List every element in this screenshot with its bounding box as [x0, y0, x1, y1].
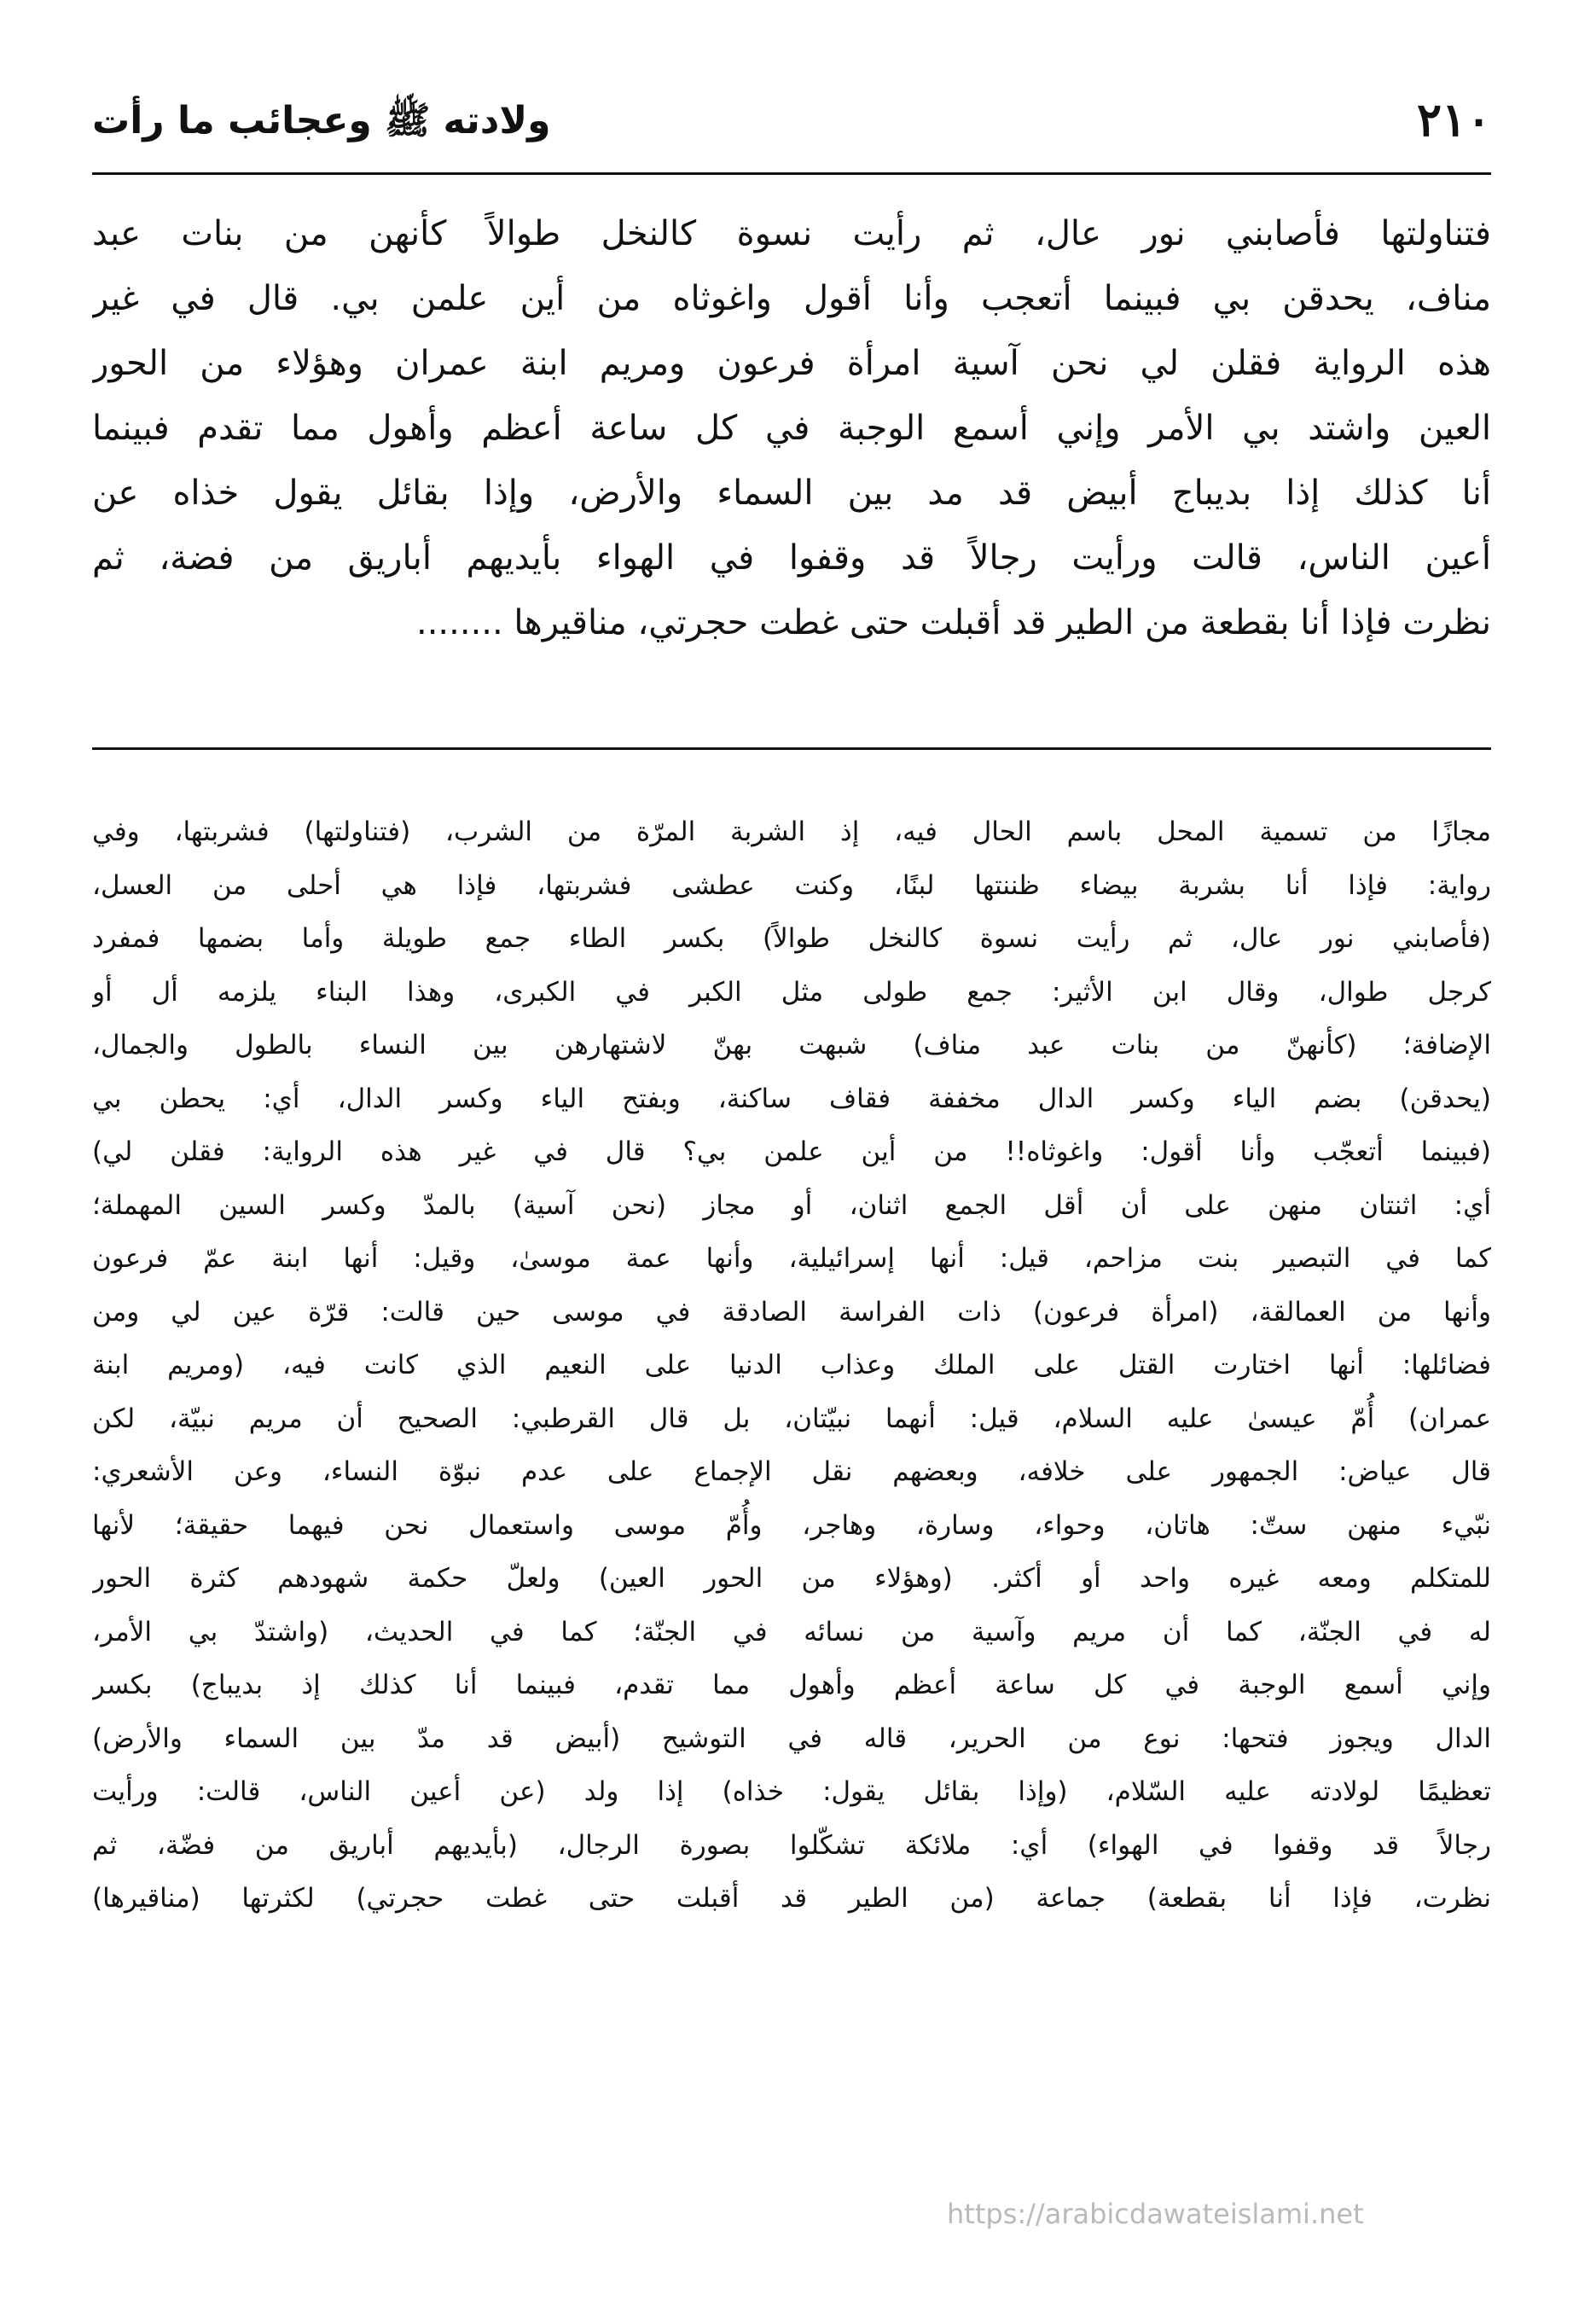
commentary-line: له في الجنّة، كما أن مريم وآسية من نسائه في الجنّة؛ كما في الحديث، (واشتدّ بي الأمر، [92, 1616, 1491, 1647]
page-number: ٢١٠ [1416, 92, 1491, 147]
commentary-line: قال عياض: الجمهور على خلافه، وبعضهم نقل الإجماع على عدم نبوّة النساء، وعن الأشعري: [92, 1456, 1491, 1487]
page-header [92, 92, 1491, 160]
watermark-url: https://arabicdawateislami.net [947, 2198, 1364, 2230]
commentary-line: كما في التبصير بنت مزاحم، قيل: أنها إسرائيلية، وأنها عمة موسىٰ، وقيل: أنها ابنة عمّ فرعون [92, 1243, 1491, 1274]
commentary-line: مجازًا من تسمية المحل باسم الحال فيه، إذ الشربة المرّة من الشرب، (فتناولتها) فشربتها، وفي [92, 816, 1491, 847]
main-text-line: هذه الرواية فقلن لي نحن آسية امرأة فرعون ومريم ابنة عمران وهؤلاء من الحور [92, 344, 1491, 383]
main-text [92, 201, 1491, 655]
commentary-line: (فبينما أتعجّب وأنا أقول: واغوثاه!! من أين علمن بي؟ قال في غير هذه الرواية: فقلن لي) [92, 1136, 1491, 1167]
commentary-line: رجالاً قد وقفوا في الهواء) أي: ملائكة تشكّلوا بصورة الرجال، (بأيديهم أباريق من فضّة، ثم [92, 1829, 1491, 1861]
commentary-text [92, 805, 1491, 1926]
main-text-line: أعين الناس، قالت ورأيت رجالاً قد وقفوا في الهواء بأيديهم أباريق من فضة، ثم [92, 538, 1491, 578]
main-text-line: فتناولتها فأصابني نور عال، ثم رأيت نسوة كالنخل طوالاً كأنهن من بنات عبد [92, 214, 1491, 253]
commentary-line: كرجل طوال، وقال ابن الأثير: جمع طولى مثل الكبر في الكبرى، وهذا البناء يلزمه أل أو [92, 976, 1491, 1008]
commentary-line: وأنها من العمالقة، (امرأة فرعون) ذات الفراسة الصادقة في موسى حين قالت: قرّة عين لي ومن [92, 1296, 1491, 1328]
commentary-line: وإني أسمع الوجبة في كل ساعة أعظم وأهول مما تقدم، فبينما أنا كذلك إذ بديباج) بكسر [92, 1670, 1491, 1700]
main-text-line: مناف، يحدقن بي فبينما أتعجب وأنا أقول واغوثاه من أين علمن بي. قال في غير [92, 279, 1491, 318]
commentary-line: الدال ويجوز فتحها: نوع من الحرير، قاله في التوشيح (أبيض قد مدّ بين السماء والأرض) [92, 1723, 1491, 1754]
commentary-line: نظرت، فإذا أنا بقطعة) جماعة (من الطير قد أقبلت حتى غطت حجرتي) لكثرتها (مناقيرها) [92, 1883, 1491, 1914]
commentary-line: فضائلها: أنها اختارت القتل على الملك وعذاب الدنيا على النعيم الذي كانت فيه، (ومريم ابنة [92, 1350, 1491, 1380]
commentary-line: رواية: فإذا أنا بشربة بيضاء ظننتها لبنًا، وكنت عطشى فشربتها، فإذا هي أحلى من العسل، [92, 869, 1491, 901]
header-divider [92, 172, 1491, 175]
commentary-line: للمتكلم ومعه غيره واحد أو أكثر. (وهؤلاء من الحور العين) ولعلّ حكمة شهودهم كثرة الحور [92, 1563, 1491, 1594]
commentary-line: نبّيء منهن ستّ: هاتان، وحواء، وسارة، وهاجر، وأُمّ موسى واستعمال نحن فيهما حقيقة؛ لأنها [92, 1509, 1491, 1541]
commentary-divider [92, 747, 1491, 750]
main-text-line: نظرت فإذا أنا بقطعة من الطير قد أقبلت حتى غطت حجرتي، مناقيرها ........ [416, 603, 1491, 642]
commentary-line: أي: اثنتان منهن على أن أقل الجمع اثنان، أو مجاز (نحن آسية) بالمدّ وكسر السين المهملة؛ [92, 1189, 1491, 1221]
main-text-line: أنا كذلك إذا بديباج أبيض قد مد بين السماء والأرض، وإذا بقائل يقول خذاه عن [92, 474, 1491, 513]
commentary-line: عمران) أُمّ عيسىٰ عليه السلام، قيل: أنهما نبيّتان، بل قال القرطبي: الصحيح أن مريم نبيّة، لكن [92, 1403, 1491, 1434]
commentary-line: (فأصابني نور عال، ثم رأيت نسوة كالنخل طوالاً) بكسر الطاء جمع طويلة وأما بضمها فمفرد [92, 923, 1491, 954]
commentary-line: الإضافة؛ (كأنهنّ من بنات عبد مناف) شبهت بهنّ لاشتهارهن بين النساء بالطول والجمال، [92, 1030, 1491, 1060]
commentary-line: (يحدقن) بضم الياء وكسر الدال مخففة فقاف ساكنة، وبفتح الياء وكسر الدال، أي: يحطن بي [92, 1083, 1491, 1114]
commentary-line: تعظيمًا لولادته عليه السّلام، (وإذا بقائل يقول: خذاه) إذا ولد (عن أعين الناس، قالت: ورأيت [92, 1776, 1491, 1807]
main-text-line: العين واشتد بي الأمر وإني أسمع الوجبة في كل ساعة أعظم وأهول مما تقدم فبينما [92, 409, 1491, 448]
running-title: ولادته ﷺ وعجائب ما رأت [92, 99, 551, 142]
